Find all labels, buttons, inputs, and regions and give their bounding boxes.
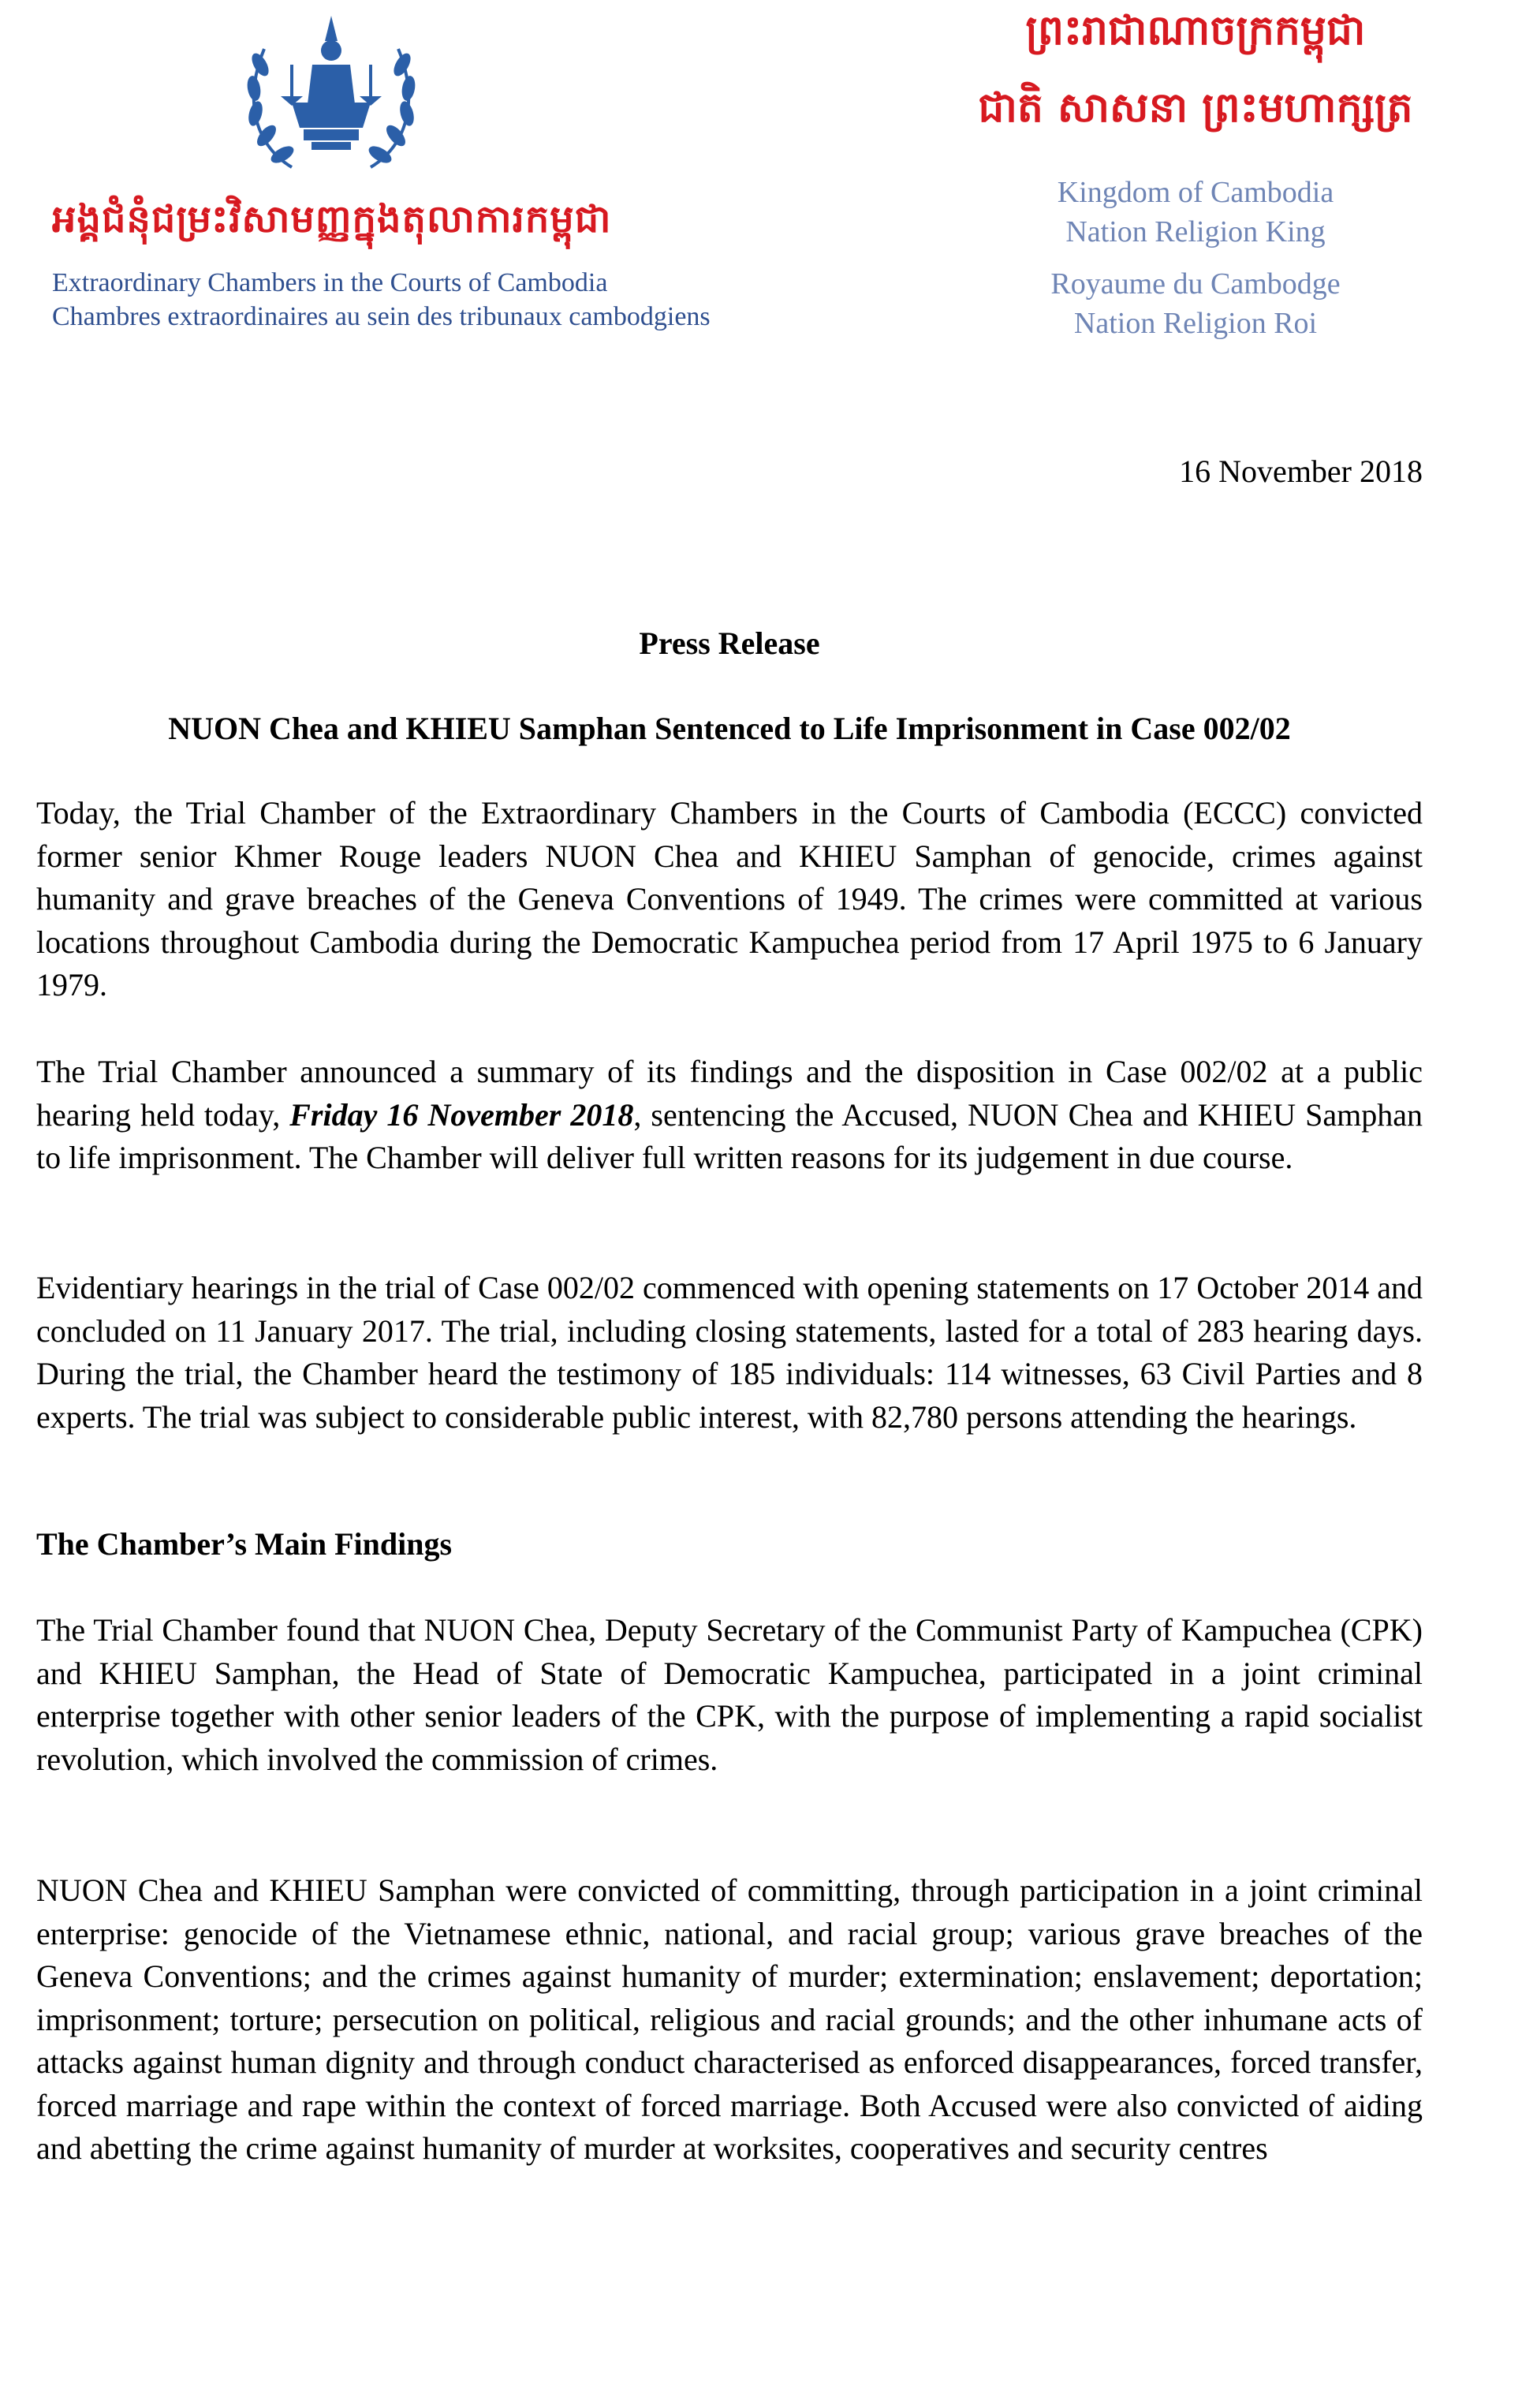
paragraph-hearings: Evidentiary hearings in the trial of Case 002/02 commenced with opening statements on 17 October 2014 and concluded on 11 January 2017. The trial, including closing statements, lasted for a total of 283 hearing days. During the trial, the Chamber heard the testimony of 185 individuals: 114 witnesses, 63 Civil Parties and 8 experts. The trial was subject to considerable public interest, with 82,780 persons attending the hearings. (36, 1270, 1423, 1435)
kingdom-english: Kingdom of Cambodia (1057, 176, 1334, 209)
release-date: 16 November 2018 (1179, 454, 1423, 489)
kingdom-khmer-title: ព្រះរាជាណាចក្រកម្ពុជា (1025, 7, 1366, 54)
motto-english: Nation Religion King (1065, 215, 1326, 248)
kingdom-khmer-motto: ជាតិ សាសនា ព្រះមហាក្សត្រ (978, 84, 1413, 132)
eccc-french-name: Chambres extraordinaires au sein des tribunaux cambodgiens (52, 302, 711, 331)
paragraph-intro: Today, the Trial Chamber of the Extraordinary Chambers in the Courts of Cambodia (ECCC) convicted former senior Khmer Rouge leaders NUON Chea and KHIEU Samphan of genocide, crimes against humanity and grave breaches of the Geneva Conventions of 1949. The crimes were committed at various locations throughout Cambodia during the Democratic Kampuchea period from 17 April 1975 to 6 January 1979. (36, 795, 1423, 1002)
section-heading-findings: The Chamber’s Main Findings (36, 1526, 453, 1562)
paragraph-announcement (36, 1051, 1423, 1180)
paragraph-jce: The Trial Chamber found that NUON Chea, Deputy Secretary of the Communist Party of Kampuchea (CPK) and KHIEU Samphan, the Head of State of Democratic Kampuchea, participated in a joint criminal enterprise together with other senior leaders of the CPK, with the purpose of implementing a rapid socialist revolution, which involved the commission of crimes. (36, 1612, 1423, 1777)
eccc-khmer-name: អង្គជំនុំជម្រះវិសាមញ្ញក្នុងតុលាការកម្ពុជា (52, 197, 612, 241)
eccc-emblem-icon (237, 9, 426, 183)
document-title: Press Release (639, 625, 820, 661)
paragraph-convictions: NUON Chea and KHIEU Samphan were convicted of committing, through participation in a joint criminal enterprise: genocide of the Vietnamese ethnic, national, and racial group; various grave breaches of the Geneva Conventions; and the crimes against humanity of murder; extermination; enslavement; deportation; imprisonment; torture; persecution on political, religious and racial grounds; and the other inhumane acts of attacks against human dignity and through conduct characterised as enforced disappearances, forced transfer, forced marriage and rape within the context of forced marriage. Both Accused were also convicted of aiding and abetting the crime against humanity of murder at worksites, cooperatives and security centres (36, 1872, 1423, 2166)
paragraph-announcement-text-1: The Trial Chamber announced a summary of its findings and the disposition in Case 002/02 at a public hearing held today, (36, 1054, 1423, 1133)
hearing-date-emphasis: Friday 16 November 2018 (289, 1096, 634, 1133)
paragraph-announcement-text-2: , sentencing the Accused, NUON Chea and KHIEU Samphan to life imprisonment. The Chamber will deliver full written reasons for its judgement in due course. (36, 1096, 1423, 1175)
motto-french: Nation Religion Roi (1073, 307, 1318, 340)
kingdom-french: Royaume du Cambodge (1050, 267, 1341, 301)
headline: NUON Chea and KHIEU Samphan Sentenced to Life Imprisonment in Case 002/02 (168, 711, 1291, 746)
eccc-english-name: Extraordinary Chambers in the Courts of Cambodia (52, 268, 608, 297)
